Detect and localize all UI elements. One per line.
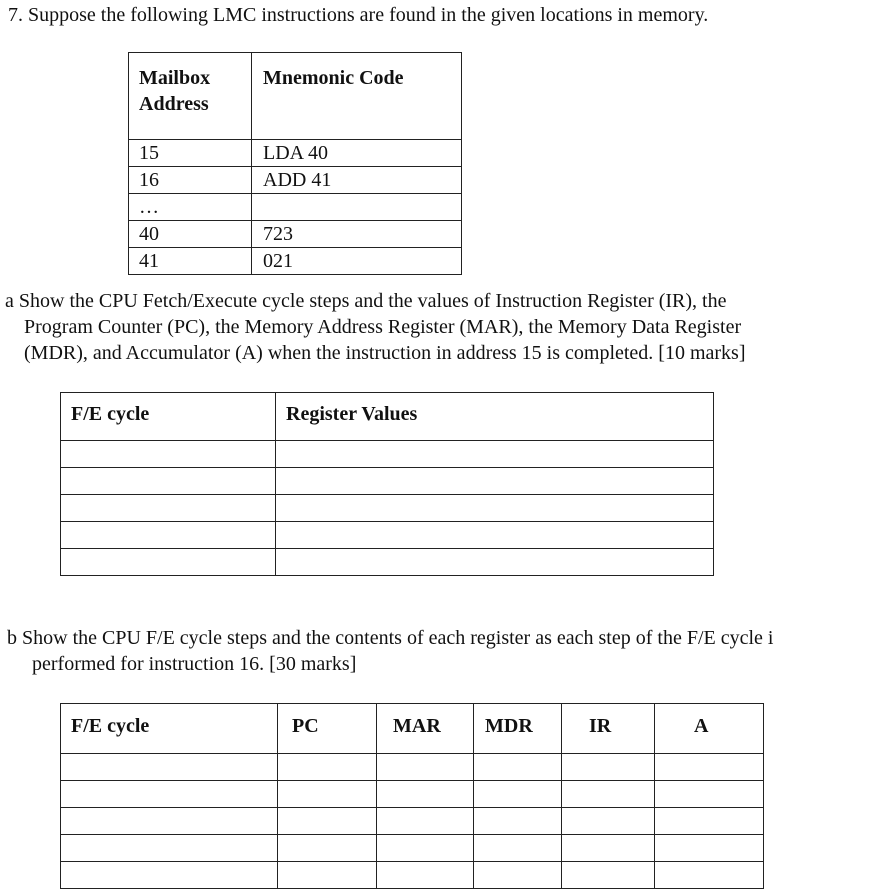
table-row — [129, 167, 462, 194]
header-register-values: Register Values — [276, 393, 714, 441]
part-b-table — [60, 703, 764, 889]
cycle-cell[interactable] — [61, 549, 276, 576]
part-a-line3: (MDR), and Accumulator (A) when the instruction in address 15 is completed. [10 marks] — [24, 342, 746, 364]
table-row — [61, 468, 714, 495]
cycle-cell[interactable] — [61, 441, 276, 468]
code-cell: 723 — [252, 221, 462, 248]
address-cell: 40 — [129, 221, 252, 248]
header-mailbox-address — [129, 53, 252, 140]
values-cell[interactable] — [276, 549, 714, 576]
mdr-cell[interactable] — [474, 781, 562, 808]
mar-cell[interactable] — [377, 781, 474, 808]
a-cell[interactable] — [655, 781, 764, 808]
ir-cell[interactable] — [562, 754, 655, 781]
pc-cell[interactable] — [278, 754, 377, 781]
header-mnemonic-code: Mnemonic Code — [252, 53, 462, 140]
part-a-line2: Program Counter (PC), the Memory Address Register (MAR), the Memory Data Register — [24, 316, 742, 338]
mar-cell[interactable] — [377, 862, 474, 889]
address-cell: 41 — [129, 248, 252, 275]
table-row — [61, 549, 714, 576]
table-row — [129, 140, 462, 167]
header-pc: PC — [278, 704, 377, 754]
table-row — [129, 221, 462, 248]
header-address-line2: Address — [139, 93, 209, 115]
mar-cell[interactable] — [377, 808, 474, 835]
cycle-cell[interactable] — [61, 522, 276, 549]
values-cell[interactable] — [276, 522, 714, 549]
ir-cell[interactable] — [562, 808, 655, 835]
mdr-cell[interactable] — [474, 862, 562, 889]
values-cell[interactable] — [276, 441, 714, 468]
a-cell[interactable] — [655, 862, 764, 889]
mdr-cell[interactable] — [474, 754, 562, 781]
mdr-cell[interactable] — [474, 835, 562, 862]
header-mdr: MDR — [474, 704, 562, 754]
mdr-cell[interactable] — [474, 808, 562, 835]
ir-cell[interactable] — [562, 862, 655, 889]
memory-table — [128, 52, 462, 275]
code-cell: 021 — [252, 248, 462, 275]
address-cell: 15 — [129, 140, 252, 167]
mar-cell[interactable] — [377, 835, 474, 862]
address-cell: … — [129, 194, 252, 221]
pc-cell[interactable] — [278, 781, 377, 808]
header-fe-cycle: F/E cycle — [61, 704, 278, 754]
cycle-cell[interactable] — [61, 862, 278, 889]
a-cell[interactable] — [655, 835, 764, 862]
cycle-cell[interactable] — [61, 781, 278, 808]
mar-cell[interactable] — [377, 754, 474, 781]
part-b-line2: performed for instruction 16. [30 marks] — [32, 653, 357, 675]
ir-cell[interactable] — [562, 835, 655, 862]
part-a-line1: a Show the CPU Fetch/Execute cycle steps and the values of Instruction Register (IR), the — [5, 290, 727, 312]
cycle-cell[interactable] — [61, 754, 278, 781]
header-ir: IR — [562, 704, 655, 754]
cycle-cell[interactable] — [61, 468, 276, 495]
code-cell — [252, 194, 462, 221]
header-mar: MAR — [377, 704, 474, 754]
table-row — [61, 522, 714, 549]
values-cell[interactable] — [276, 468, 714, 495]
pc-cell[interactable] — [278, 808, 377, 835]
address-cell: 16 — [129, 167, 252, 194]
a-cell[interactable] — [655, 754, 764, 781]
part-a-table-header — [61, 393, 714, 441]
question-intro: 7. Suppose the following LMC instructions are found in the given locations in memory. — [8, 4, 709, 26]
table-row — [61, 754, 764, 781]
header-a: A — [655, 704, 764, 754]
code-cell: LDA 40 — [252, 140, 462, 167]
header-fe-cycle: F/E cycle — [61, 393, 276, 441]
table-row — [61, 441, 714, 468]
memory-table-header — [129, 53, 462, 140]
part-b-line1: b Show the CPU F/E cycle steps and the contents of each register as each step of the F/E cycle i — [7, 627, 774, 649]
ir-cell[interactable] — [562, 781, 655, 808]
a-cell[interactable] — [655, 808, 764, 835]
table-row — [61, 808, 764, 835]
pc-cell[interactable] — [278, 862, 377, 889]
cycle-cell[interactable] — [61, 495, 276, 522]
table-row — [129, 248, 462, 275]
table-row — [61, 781, 764, 808]
values-cell[interactable] — [276, 495, 714, 522]
table-row — [129, 194, 462, 221]
header-address-line1: Mailbox — [139, 67, 211, 89]
cycle-cell[interactable] — [61, 835, 278, 862]
part-a-table — [60, 392, 714, 576]
code-cell: ADD 41 — [252, 167, 462, 194]
pc-cell[interactable] — [278, 835, 377, 862]
table-row — [61, 495, 714, 522]
cycle-cell[interactable] — [61, 808, 278, 835]
table-row — [61, 862, 764, 889]
part-b-table-header — [61, 704, 764, 754]
table-row — [61, 835, 764, 862]
